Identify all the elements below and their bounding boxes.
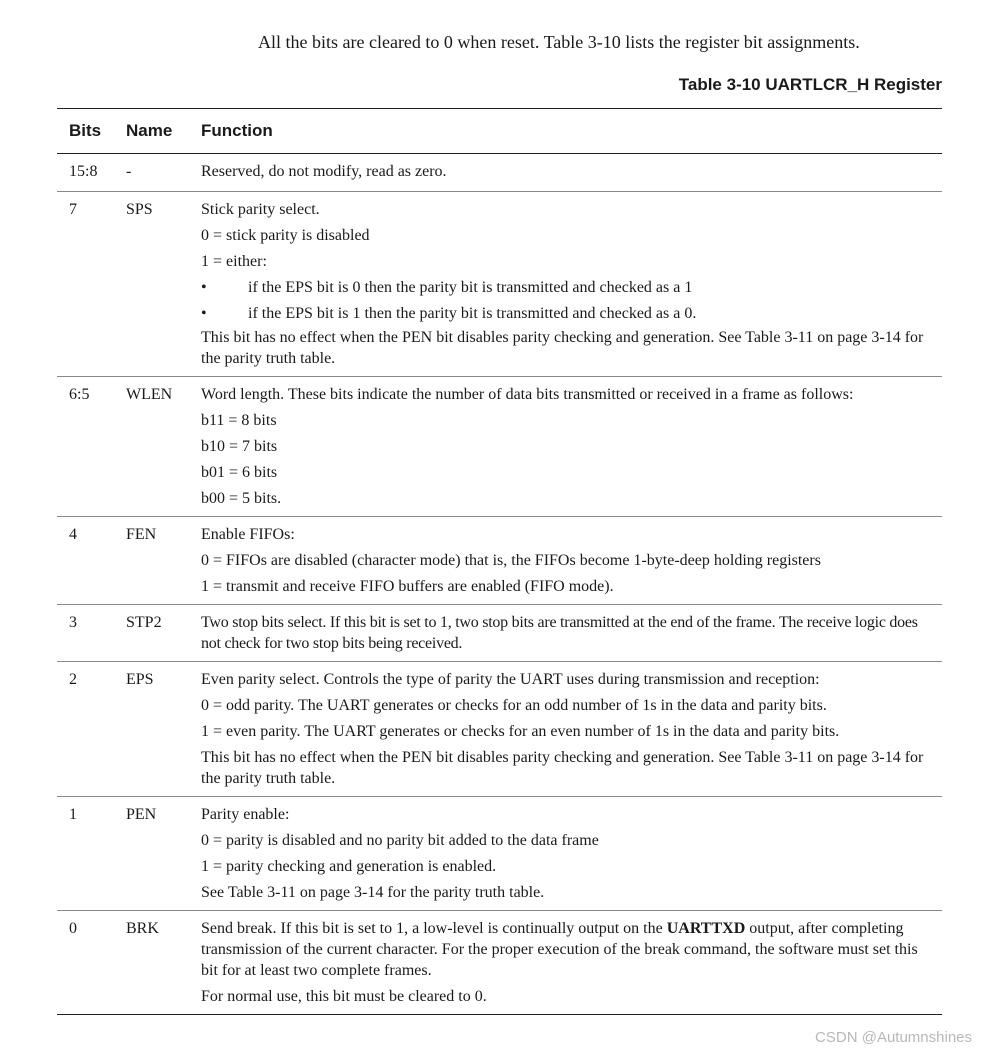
name-cell: -	[126, 154, 201, 192]
function-line: This bit has no effect when the PEN bit disables parity checking and generation. See Table 3-11 on page 3-14 for the parity truth table.	[201, 329, 924, 367]
bits-cell: 4	[57, 517, 126, 605]
table-row	[57, 377, 942, 517]
name-cell: WLEN	[126, 377, 201, 517]
function-cell	[201, 911, 942, 1015]
function-line: 1 = parity checking and generation is enabled.	[201, 858, 497, 875]
bits-cell: 15:8	[57, 154, 126, 192]
table-row	[57, 797, 942, 911]
bullet-item	[201, 303, 932, 324]
function-cell	[201, 517, 942, 605]
intro-text: All the bits are cleared to 0 when reset. Table 3-10 lists the register bit assignments.	[258, 32, 860, 52]
function-line: 0 = stick parity is disabled	[201, 227, 370, 244]
function-line: b10 = 7 bits	[201, 438, 278, 455]
name-cell: BRK	[126, 911, 201, 1015]
header-bits: Bits	[57, 109, 126, 154]
function-line: 1 = even parity. The UART generates or checks for an even number of 1s in the data and parity bits.	[201, 723, 840, 740]
function-line: 0 = odd parity. The UART generates or checks for an odd number of 1s in the data and parity bits.	[201, 697, 827, 714]
name-cell: PEN	[126, 797, 201, 911]
function-line: This bit has no effect when the PEN bit disables parity checking and generation. See Table 3-11 on page 3-14 for the parity truth table.	[201, 749, 924, 787]
bullet-text: if the EPS bit is 1 then the parity bit is transmitted and checked as a 0.	[248, 305, 697, 322]
bits-cell: 1	[57, 797, 126, 911]
bullet-item	[201, 277, 932, 298]
name-cell: EPS	[126, 662, 201, 797]
table-row	[57, 662, 942, 797]
function-cell	[201, 192, 942, 377]
function-line: Even parity select. Controls the type of parity the UART uses during transmission and reception:	[201, 671, 820, 688]
name-cell: FEN	[126, 517, 201, 605]
bullet-text: if the EPS bit is 0 then the parity bit is transmitted and checked as a 1	[248, 279, 693, 296]
header-name: Name	[126, 109, 201, 154]
table-row	[57, 517, 942, 605]
table-row	[57, 911, 942, 1015]
function-line: 1 = transmit and receive FIFO buffers are enabled (FIFO mode).	[201, 578, 614, 595]
bullet-icon: •	[201, 305, 207, 322]
function-line: Stick parity select.	[201, 201, 320, 218]
watermark: CSDN @Autumnshines	[815, 1029, 972, 1046]
header-function: Function	[201, 109, 942, 154]
brk-text-pre: Send break. If this bit is set to 1, a low-level is continually output on the	[201, 920, 667, 937]
function-line	[201, 918, 932, 981]
function-line: Two stop bits select. If this bit is set to 1, two stop bits are transmitted at the end of the frame. The receive logic does not check for two stop bits being received.	[201, 614, 918, 652]
function-line: Reserved, do not modify, read as zero.	[201, 163, 447, 180]
function-cell	[201, 662, 942, 797]
function-cell	[201, 605, 942, 662]
bits-cell: 2	[57, 662, 126, 797]
bits-cell: 6:5	[57, 377, 126, 517]
signal-name: UARTTXD	[666, 920, 746, 937]
bits-cell: 3	[57, 605, 126, 662]
bits-cell: 0	[57, 911, 126, 1015]
function-cell	[201, 154, 942, 192]
function-line: See Table 3-11 on page 3-14 for the parity truth table.	[201, 884, 545, 901]
function-line: For normal use, this bit must be cleared to 0.	[201, 988, 487, 1005]
function-line: Parity enable:	[201, 806, 290, 823]
function-line: Enable FIFOs:	[201, 526, 295, 543]
function-line: b00 = 5 bits.	[201, 490, 282, 507]
brk-text-post: output, after completing transmission of the current character. For the proper execution of the break command, the software must set this bit for at least two complete frames.	[201, 920, 918, 979]
function-cell	[201, 797, 942, 911]
table-row	[57, 605, 942, 662]
table-header-row	[57, 109, 942, 154]
table-row	[57, 154, 942, 192]
function-line: Word length. These bits indicate the number of data bits transmitted or received in a frame as follows:	[201, 386, 854, 403]
name-cell: STP2	[126, 605, 201, 662]
bits-cell: 7	[57, 192, 126, 377]
function-line: 0 = FIFOs are disabled (character mode) that is, the FIFOs become 1-byte-deep holding registers	[201, 552, 821, 569]
table-caption: Table 3-10 UARTLCR_H Register	[678, 75, 942, 94]
function-line: 0 = parity is disabled and no parity bit added to the data frame	[201, 832, 599, 849]
name-cell: SPS	[126, 192, 201, 377]
function-line: b11 = 8 bits	[201, 412, 277, 429]
function-cell	[201, 377, 942, 517]
function-line: b01 = 6 bits	[201, 464, 278, 481]
table-row	[57, 192, 942, 377]
bullet-icon: •	[201, 279, 207, 296]
function-line: 1 = either:	[201, 253, 267, 270]
register-table	[57, 108, 942, 1015]
